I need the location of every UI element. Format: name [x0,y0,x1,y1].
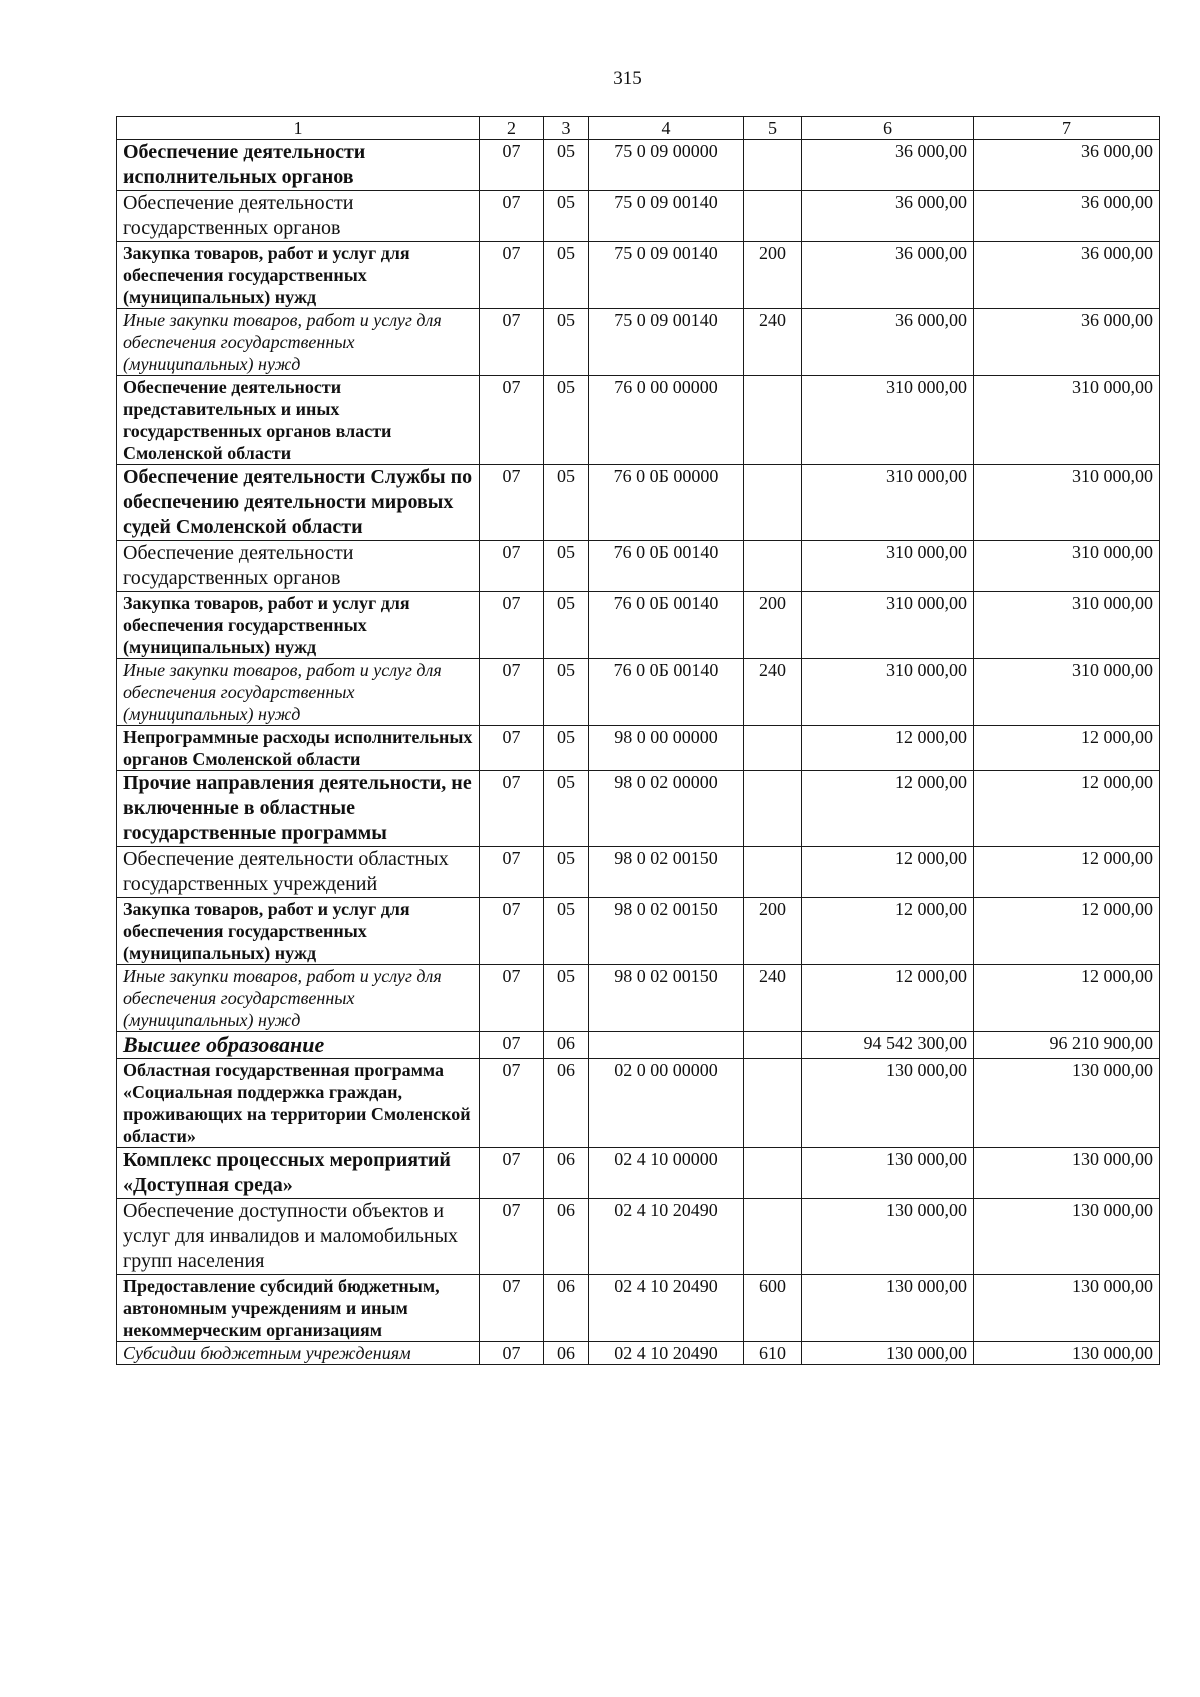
row-amount-year-1: 36 000,00 [802,140,974,191]
row-target-article: 75 0 09 00140 [589,309,744,376]
row-target-article: 76 0 00 00000 [589,376,744,465]
row-amount-year-1: 130 000,00 [802,1342,974,1365]
row-subsection-code: 06 [544,1199,589,1275]
row-amount-year-2: 36 000,00 [974,309,1160,376]
row-amount-year-2: 36 000,00 [974,242,1160,309]
row-subsection-code: 05 [544,847,589,898]
row-target-article: 76 0 0Б 00140 [589,592,744,659]
row-name: Закупка товаров, работ и услуг для обеспечения государственных (муниципальных) нужд [117,242,480,309]
row-expense-type [744,191,802,242]
table-row [117,465,1160,541]
row-amount-year-2: 130 000,00 [974,1342,1160,1365]
row-section-code: 07 [480,242,544,309]
row-name: Областная государственная программа «Социальная поддержка граждан, проживающих на территории Смоленской области» [117,1059,480,1148]
row-amount-year-1: 36 000,00 [802,309,974,376]
row-amount-year-2: 36 000,00 [974,191,1160,242]
row-subsection-code: 05 [544,771,589,847]
row-amount-year-1: 130 000,00 [802,1199,974,1275]
row-section-code: 07 [480,465,544,541]
row-amount-year-2: 12 000,00 [974,847,1160,898]
row-subsection-code: 05 [544,726,589,771]
row-expense-type [744,771,802,847]
row-amount-year-1: 12 000,00 [802,771,974,847]
table-row [117,191,1160,242]
row-target-article: 02 4 10 00000 [589,1148,744,1199]
row-target-article: 75 0 09 00140 [589,191,744,242]
row-target-article: 02 4 10 20490 [589,1342,744,1365]
row-expense-type: 200 [744,898,802,965]
row-section-code: 07 [480,771,544,847]
row-subsection-code: 05 [544,140,589,191]
row-subsection-code: 05 [544,592,589,659]
row-amount-year-2: 96 210 900,00 [974,1032,1160,1059]
row-expense-type: 200 [744,242,802,309]
row-target-article [589,1032,744,1059]
row-section-code: 07 [480,1148,544,1199]
row-amount-year-2: 12 000,00 [974,898,1160,965]
row-name: Обеспечение деятельности государственных органов [117,191,480,242]
row-amount-year-1: 130 000,00 [802,1275,974,1342]
row-expense-type [744,1148,802,1199]
table-row [117,1148,1160,1199]
row-name: Комплекс процессных мероприятий «Доступная среда» [117,1148,480,1199]
row-subsection-code: 05 [544,309,589,376]
row-amount-year-2: 130 000,00 [974,1059,1160,1148]
row-amount-year-2: 310 000,00 [974,592,1160,659]
row-subsection-code: 06 [544,1148,589,1199]
row-subsection-code: 06 [544,1032,589,1059]
row-name: Обеспечение деятельности государственных органов [117,541,480,592]
row-amount-year-1: 310 000,00 [802,659,974,726]
table-row [117,726,1160,771]
table-row [117,1059,1160,1148]
row-expense-type: 200 [744,592,802,659]
table-row [117,847,1160,898]
row-expense-type: 240 [744,309,802,376]
row-target-article: 02 0 00 00000 [589,1059,744,1148]
table-body [117,140,1160,1365]
row-subsection-code: 05 [544,541,589,592]
row-expense-type [744,1059,802,1148]
row-section-code: 07 [480,191,544,242]
row-amount-year-2: 310 000,00 [974,541,1160,592]
table-row [117,140,1160,191]
row-subsection-code: 05 [544,465,589,541]
row-name: Закупка товаров, работ и услуг для обеспечения государственных (муниципальных) нужд [117,592,480,659]
budget-table [116,116,1160,1365]
row-amount-year-2: 12 000,00 [974,726,1160,771]
row-name: Обеспечение деятельности Службы по обеспечению деятельности мировых судей Смоленской области [117,465,480,541]
row-section-code: 07 [480,140,544,191]
row-subsection-code: 05 [544,659,589,726]
row-expense-type [744,140,802,191]
row-section-code: 07 [480,659,544,726]
row-subsection-code: 05 [544,965,589,1032]
row-section-code: 07 [480,1275,544,1342]
row-expense-type [744,541,802,592]
row-name: Субсидии бюджетным учреждениям [117,1342,480,1365]
row-amount-year-2: 310 000,00 [974,376,1160,465]
row-name: Обеспечение доступности объектов и услуг для инвалидов и маломобильных групп населения [117,1199,480,1275]
header-col-2: 2 [480,117,544,140]
row-target-article: 76 0 0Б 00140 [589,659,744,726]
row-name: Иные закупки товаров, работ и услуг для обеспечения государственных (муниципальных) нужд [117,309,480,376]
row-section-code: 07 [480,1059,544,1148]
row-amount-year-1: 310 000,00 [802,541,974,592]
row-target-article: 75 0 09 00000 [589,140,744,191]
row-expense-type [744,1032,802,1059]
row-target-article: 75 0 09 00140 [589,242,744,309]
row-amount-year-1: 36 000,00 [802,191,974,242]
row-section-code: 07 [480,965,544,1032]
row-name: Высшее образование [117,1032,480,1059]
row-subsection-code: 05 [544,191,589,242]
row-subsection-code: 05 [544,898,589,965]
row-amount-year-1: 12 000,00 [802,965,974,1032]
row-amount-year-2: 36 000,00 [974,140,1160,191]
row-amount-year-1: 94 542 300,00 [802,1032,974,1059]
row-expense-type: 240 [744,659,802,726]
row-name: Предоставление субсидий бюджетным, автономным учреждениям и иным некоммерческим организациям [117,1275,480,1342]
table-row [117,309,1160,376]
row-target-article: 98 0 02 00150 [589,965,744,1032]
table-row [117,771,1160,847]
row-target-article: 98 0 02 00150 [589,898,744,965]
row-amount-year-2: 310 000,00 [974,465,1160,541]
row-expense-type: 600 [744,1275,802,1342]
table-row [117,659,1160,726]
row-amount-year-1: 310 000,00 [802,465,974,541]
table-header-row [117,117,1160,140]
row-expense-type: 240 [744,965,802,1032]
row-amount-year-1: 310 000,00 [802,376,974,465]
row-expense-type [744,465,802,541]
row-amount-year-1: 12 000,00 [802,898,974,965]
row-target-article: 98 0 02 00000 [589,771,744,847]
row-amount-year-1: 12 000,00 [802,726,974,771]
row-amount-year-2: 130 000,00 [974,1148,1160,1199]
row-amount-year-1: 310 000,00 [802,592,974,659]
row-name: Обеспечение деятельности областных государственных учреждений [117,847,480,898]
page-number: 315 [613,68,642,89]
header-col-3: 3 [544,117,589,140]
table-row [117,898,1160,965]
table-row [117,376,1160,465]
row-expense-type [744,847,802,898]
table-row [117,242,1160,309]
row-expense-type [744,726,802,771]
row-expense-type [744,1199,802,1275]
row-amount-year-2: 130 000,00 [974,1275,1160,1342]
row-subsection-code: 05 [544,376,589,465]
row-amount-year-2: 12 000,00 [974,771,1160,847]
row-name: Непрограммные расходы исполнительных органов Смоленской области [117,726,480,771]
header-col-5: 5 [744,117,802,140]
row-section-code: 07 [480,1032,544,1059]
row-section-code: 07 [480,541,544,592]
row-subsection-code: 06 [544,1275,589,1342]
table-row [117,592,1160,659]
row-amount-year-1: 36 000,00 [802,242,974,309]
header-col-7: 7 [974,117,1160,140]
row-subsection-code: 05 [544,242,589,309]
row-section-code: 07 [480,847,544,898]
row-subsection-code: 06 [544,1342,589,1365]
row-amount-year-1: 130 000,00 [802,1148,974,1199]
row-target-article: 02 4 10 20490 [589,1275,744,1342]
row-name: Обеспечение деятельности исполнительных органов [117,140,480,191]
table-row [117,965,1160,1032]
row-amount-year-2: 12 000,00 [974,965,1160,1032]
row-target-article: 98 0 00 00000 [589,726,744,771]
row-name: Иные закупки товаров, работ и услуг для обеспечения государственных (муниципальных) нужд [117,965,480,1032]
row-section-code: 07 [480,1199,544,1275]
table-row [117,1275,1160,1342]
row-section-code: 07 [480,726,544,771]
row-amount-year-1: 130 000,00 [802,1059,974,1148]
row-section-code: 07 [480,898,544,965]
row-name: Обеспечение деятельности представительных и иных государственных органов власти Смоленской области [117,376,480,465]
row-target-article: 76 0 0Б 00000 [589,465,744,541]
row-amount-year-1: 12 000,00 [802,847,974,898]
row-name: Иные закупки товаров, работ и услуг для обеспечения государственных (муниципальных) нужд [117,659,480,726]
row-section-code: 07 [480,1342,544,1365]
row-target-article: 98 0 02 00150 [589,847,744,898]
table-row [117,1342,1160,1365]
row-target-article: 76 0 0Б 00140 [589,541,744,592]
table-row [117,1032,1160,1059]
row-name: Закупка товаров, работ и услуг для обеспечения государственных (муниципальных) нужд [117,898,480,965]
row-amount-year-2: 130 000,00 [974,1199,1160,1275]
row-section-code: 07 [480,309,544,376]
row-subsection-code: 06 [544,1059,589,1148]
table-row [117,1199,1160,1275]
header-col-1: 1 [117,117,480,140]
row-expense-type [744,376,802,465]
header-col-4: 4 [589,117,744,140]
header-col-6: 6 [802,117,974,140]
row-expense-type: 610 [744,1342,802,1365]
row-target-article: 02 4 10 20490 [589,1199,744,1275]
row-section-code: 07 [480,376,544,465]
row-amount-year-2: 310 000,00 [974,659,1160,726]
row-section-code: 07 [480,592,544,659]
table-row [117,541,1160,592]
row-name: Прочие направления деятельности, не включенные в областные государственные программы [117,771,480,847]
